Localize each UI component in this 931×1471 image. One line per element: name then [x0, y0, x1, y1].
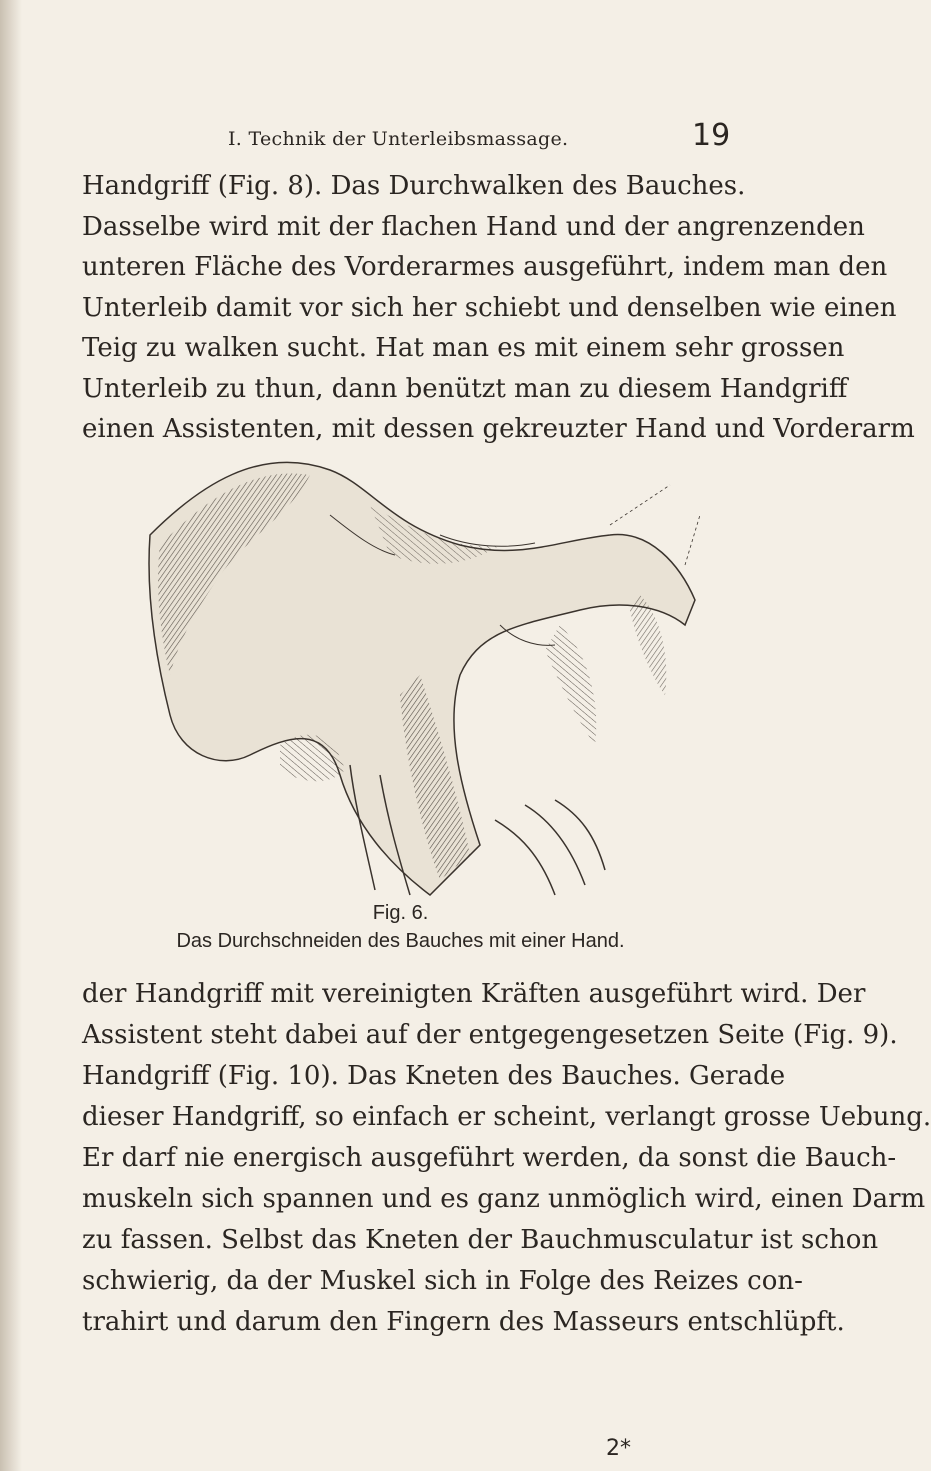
text-line: Handgriff (Fig. 8). Das Durchwalken des Bauches.: [82, 171, 746, 201]
text-line: Dasselbe wird mit der flachen Hand und der angrenzenden: [82, 212, 865, 242]
running-title: I. Technik der Unterleibsmassage.: [228, 128, 569, 150]
text-line: schwierig, da der Muskel sich in Folge des Reizes con-: [82, 1266, 803, 1296]
page-edge-shadow: [0, 0, 22, 1471]
text-line: trahirt und darum den Fingern des Masseurs entschlüpft.: [82, 1307, 845, 1337]
text-line: Handgriff (Fig. 10). Das Kneten des Bauches. Gerade: [82, 1061, 786, 1091]
text-line: dieser Handgriff, so einfach er scheint, verlangt grosse Uebung.: [82, 1102, 931, 1132]
text-line: einen Assistenten, mit dessen gekreuzter Hand und Vorderarm: [82, 414, 915, 444]
text-line: Unterleib zu thun, dann benützt man zu diesem Handgriff: [82, 374, 848, 404]
text-line: Teig zu walken sucht. Hat man es mit einem sehr grossen: [82, 333, 845, 363]
text-line: Er darf nie energisch ausgeführt werden, da sonst die Bauch-: [82, 1143, 897, 1173]
page-number: 19: [692, 118, 731, 153]
text-line: unteren Fläche des Vorderarmes ausgeführt, indem man den: [82, 252, 888, 282]
text-line: zu fassen. Selbst das Kneten der Bauchmusculatur ist schon: [82, 1225, 879, 1255]
hand-on-abdomen-illustration: [140, 425, 705, 905]
text-line: der Handgriff mit vereinigten Kräften ausgeführt wird. Der: [82, 979, 866, 1009]
text-line: Assistent steht dabei auf der entgegengesetzen Seite (Fig. 9).: [82, 1020, 898, 1050]
figure-caption: Das Durchschneiden des Bauches mit einer Hand.: [176, 930, 625, 952]
text-line: Unterleib damit vor sich her schiebt und denselben wie einen: [82, 293, 897, 323]
figure-label: Fig. 6.: [372, 902, 429, 924]
signature-mark: 2*: [606, 1436, 631, 1461]
text-line: muskeln sich spannen und es ganz unmöglich wird, einen Darm: [82, 1184, 926, 1214]
